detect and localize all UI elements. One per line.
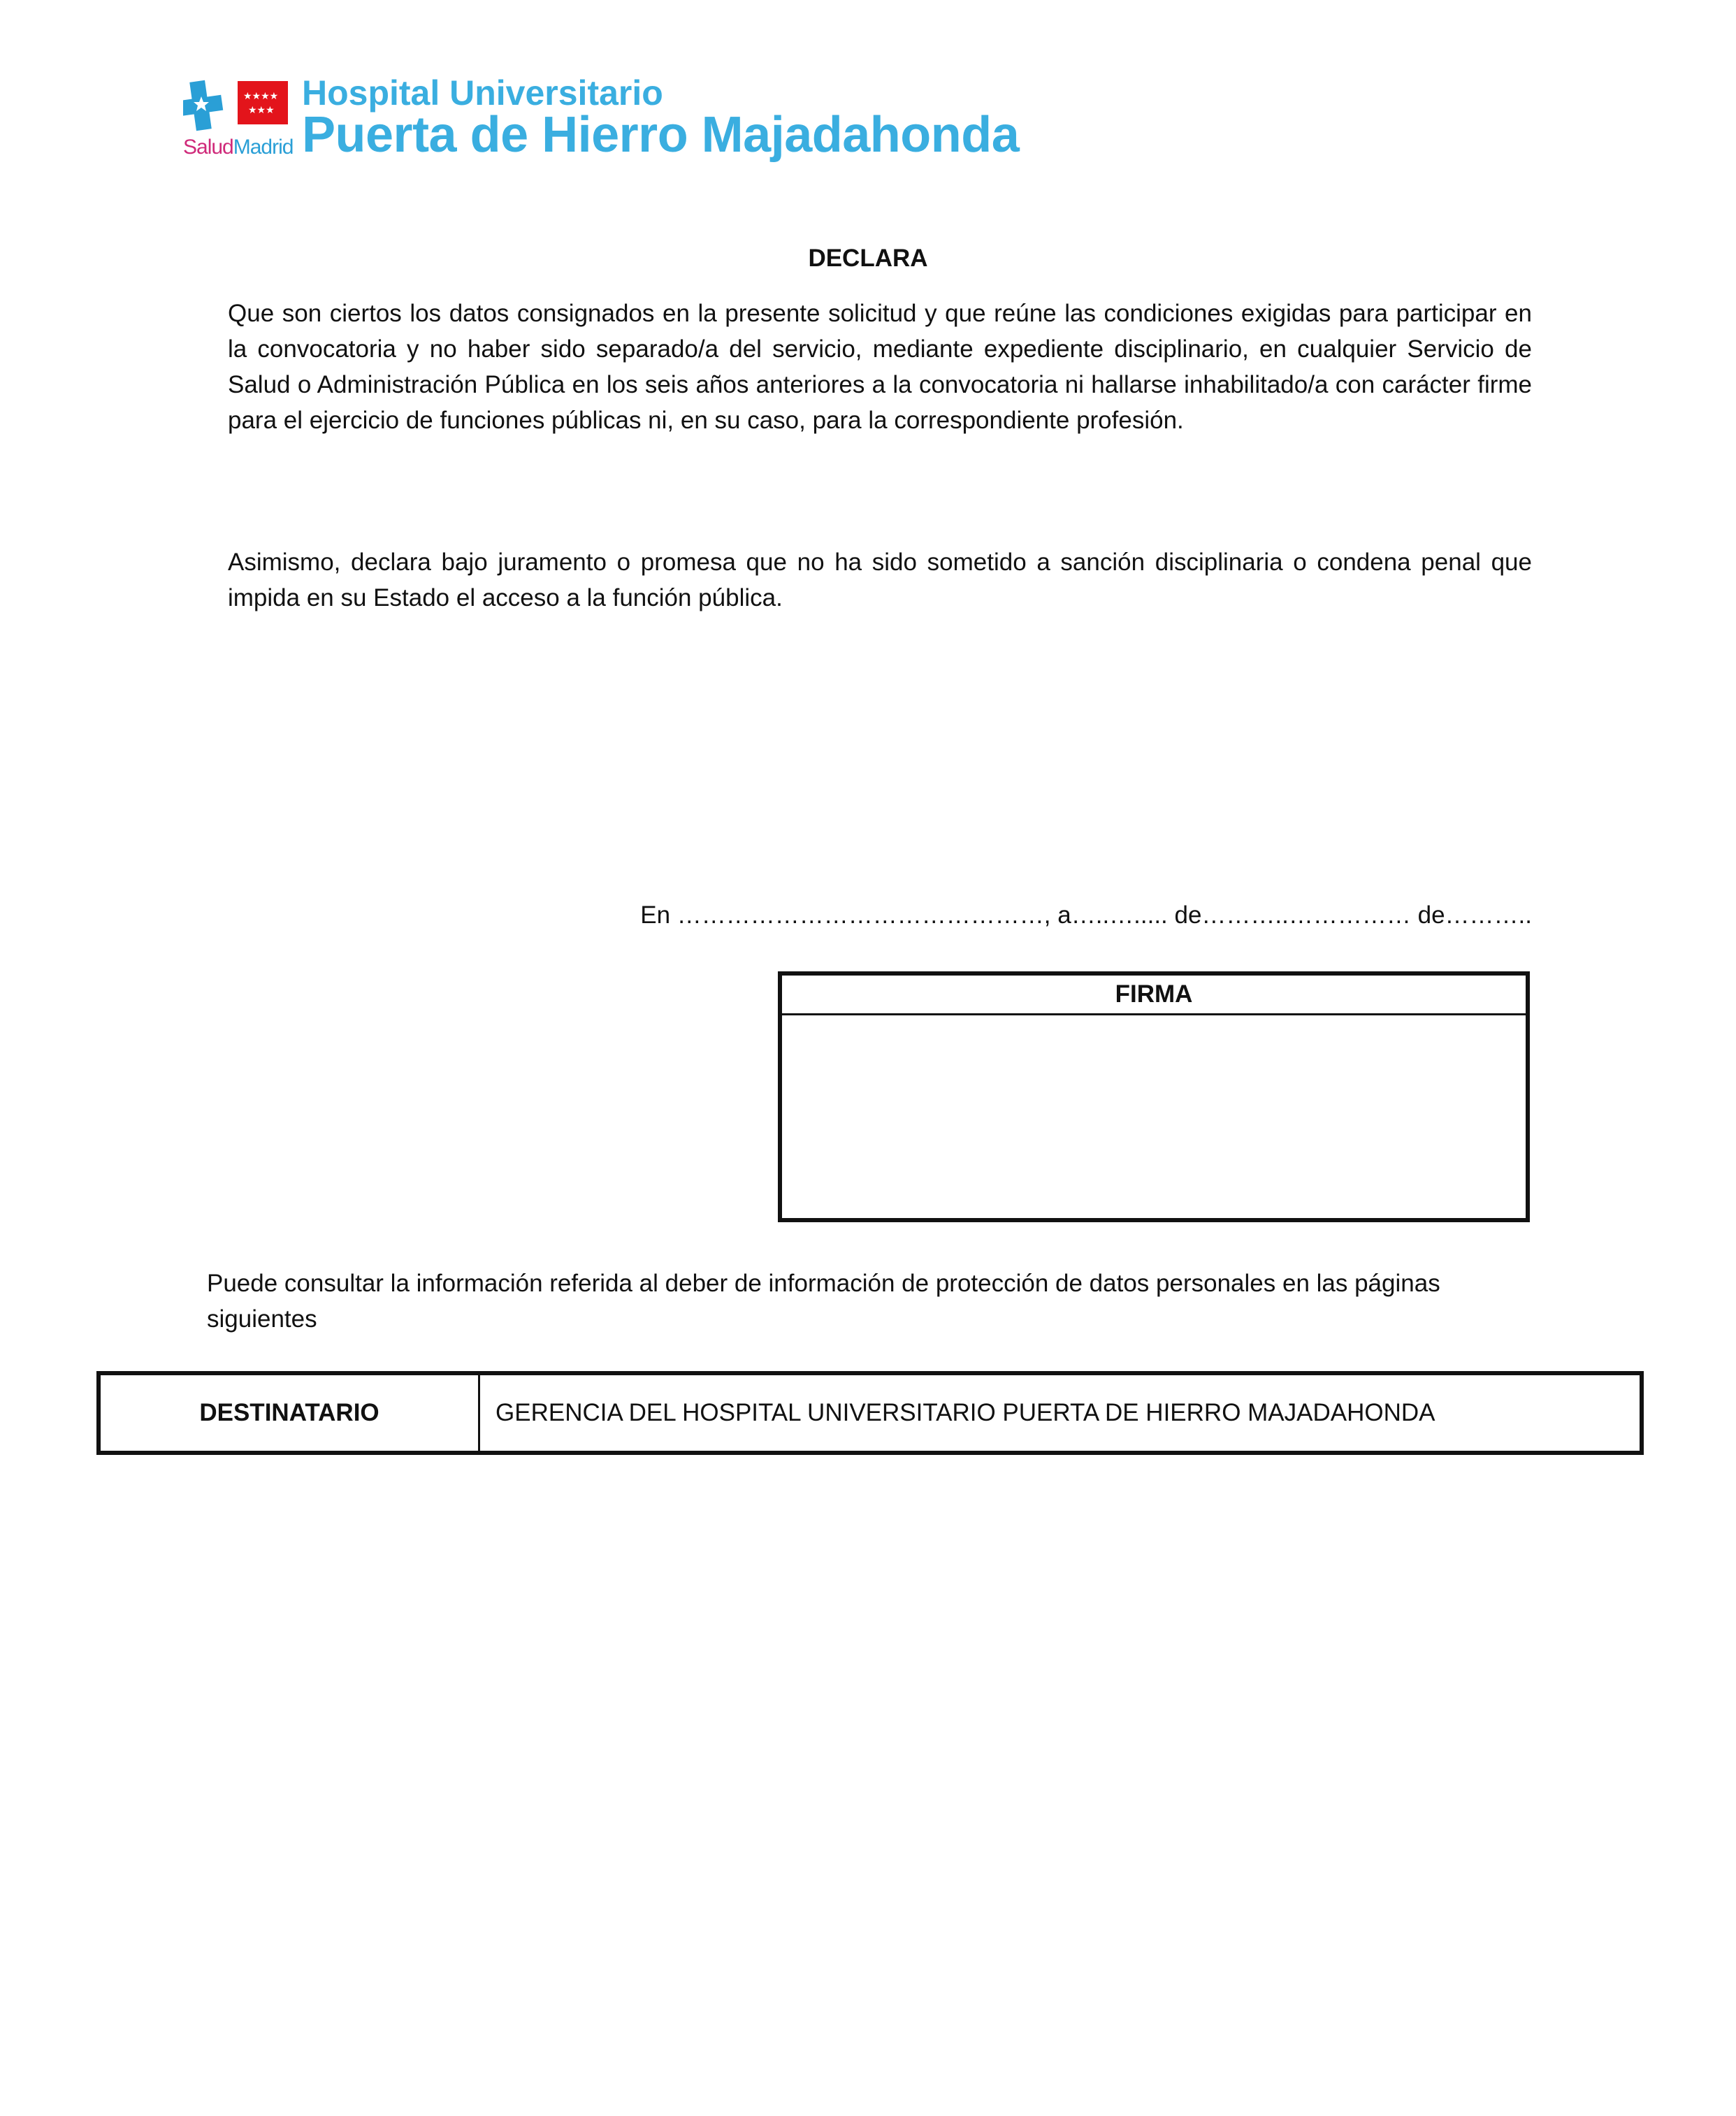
date-place-line: En ………………………………………, a…..…..... de………..…………… de……….. (640, 901, 1532, 929)
declaration-title: DECLARA (808, 245, 928, 272)
declaration-paragraph-2: Asimismo, declara bajo juramento o promesa que no ha sido sometido a sanción disciplinaria o condena penal que impida en su Estado el acceso a la función pública. (228, 549, 1532, 611)
signature-header: FIRMA (782, 976, 1526, 1015)
svg-text:★★★: ★★★ (248, 105, 275, 116)
svg-text:★★★★: ★★★★ (243, 91, 279, 102)
declaration-paragraph-1: Que son ciertos los datos consignados en la presente solicitud y que reúne las condiciones exigidas para participar en la convocatoria y no haber sido separado/a del servicio, mediante expediente disciplinario, en cualquier Servicio de Salud o Administración Pública en los seis años anteriores a la convocatoria ni hallarse inhabilitado/a con carácter firme para el ejercicio de funciones públicas ni, en su caso, para la correspondiente profesión. (228, 300, 1532, 434)
hospital-name-line1: Hospital Universitario (302, 73, 663, 113)
hospital-name-line2: Puerta de Hierro Majadahonda (302, 107, 1020, 163)
recipient-value: GERENCIA DEL HOSPITAL UNIVERSITARIO PUERTA DE HIERRO MAJADAHONDA (496, 1399, 1435, 1426)
recipient-label: DESTINATARIO (101, 1375, 480, 1451)
page-header (183, 73, 1050, 164)
salud-madrid-logo (183, 77, 294, 161)
data-protection-note: Puede consultar la información referida al deber de información de protección de datos personales en las páginas siguientes (207, 1270, 1440, 1333)
signature-box[interactable] (778, 971, 1530, 1222)
salud-madrid-wordmark: SaludMadrid (183, 136, 294, 159)
recipient-table (96, 1371, 1644, 1455)
